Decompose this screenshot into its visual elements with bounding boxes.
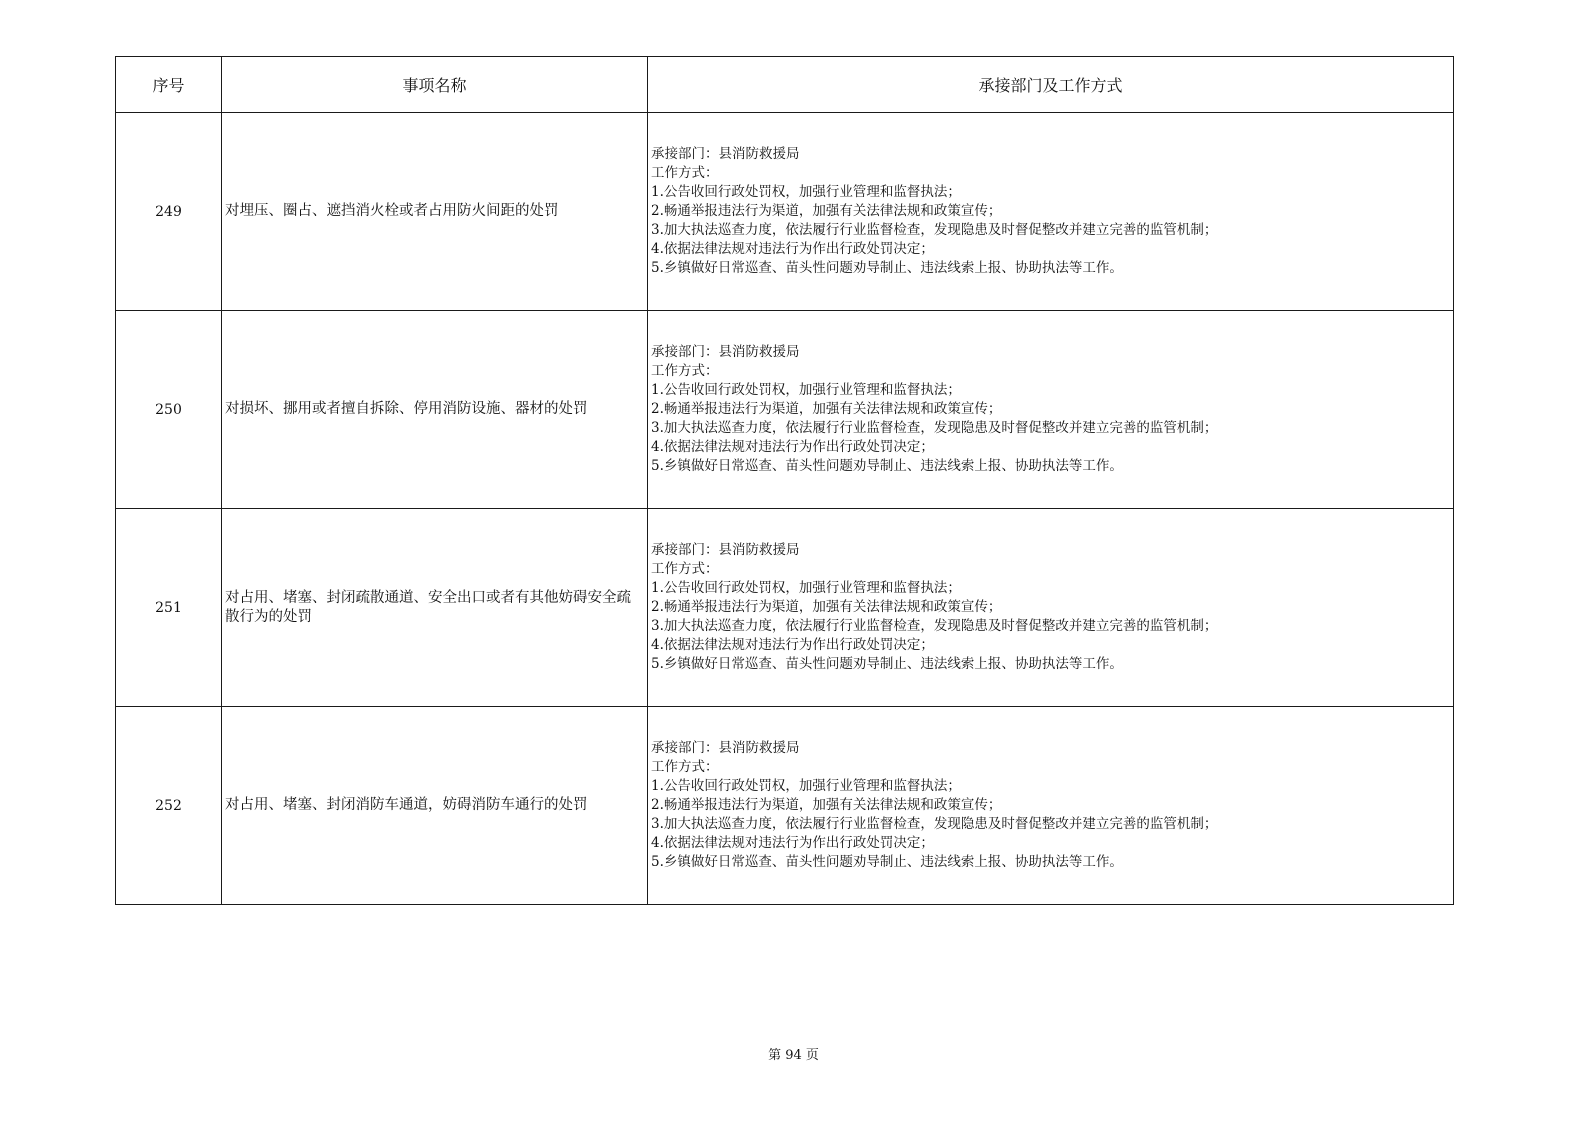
method-line: 工作方式： [651,165,719,181]
row-seq: 251 [116,509,222,707]
step-line: 1.公告收回行政处罚权，加强行业管理和监督执法； [651,382,961,398]
step-line: 3.加大执法巡查力度，依法履行行业监督检查，发现隐患及时督促整改并建立完善的监管机制； [651,222,1218,238]
step-line: 5.乡镇做好日常巡查、苗头性问题劝导制止、违法线索上报、协助执法等工作。 [651,656,1123,672]
row-dept-method [648,311,1454,509]
step-line: 2.畅通举报违法行为渠道，加强有关法律法规和政策宣传； [651,203,1002,219]
step-line: 5.乡镇做好日常巡查、苗头性问题劝导制止、违法线索上报、协助执法等工作。 [651,854,1123,870]
row-seq: 252 [116,707,222,905]
method-line: 工作方式： [651,759,719,775]
row-matter-name: 对占用、堵塞、封闭消防车通道，妨碍消防车通行的处罚 [222,707,648,905]
row-dept-method [648,509,1454,707]
step-line: 4.依据法律法规对违法行为作出行政处罚决定； [651,637,934,653]
table-row [116,113,1454,311]
method-line: 工作方式： [651,363,719,379]
table-header [116,57,1454,113]
table-row [116,509,1454,707]
row-dept-method [648,113,1454,311]
page-number: 第 94 页 [768,1048,819,1063]
row-matter-name: 对损坏、挪用或者擅自拆除、停用消防设施、器材的处罚 [222,311,648,509]
row-matter-name: 对占用、堵塞、封闭疏散通道、安全出口或者有其他妨碍安全疏散行为的处罚 [222,509,648,707]
header-row [116,57,1454,113]
step-line: 5.乡镇做好日常巡查、苗头性问题劝导制止、违法线索上报、协助执法等工作。 [651,260,1123,276]
step-line: 4.依据法律法规对违法行为作出行政处罚决定； [651,439,934,455]
step-line: 1.公告收回行政处罚权，加强行业管理和监督执法； [651,778,961,794]
table-row [116,707,1454,905]
step-line: 4.依据法律法规对违法行为作出行政处罚决定； [651,241,934,257]
row-dept-method [648,707,1454,905]
method-line: 工作方式： [651,561,719,577]
step-line: 1.公告收回行政处罚权，加强行业管理和监督执法； [651,580,961,596]
row-seq: 249 [116,113,222,311]
step-line: 1.公告收回行政处罚权，加强行业管理和监督执法； [651,184,961,200]
dept-line: 承接部门：县消防救援局 [651,740,800,756]
header-dept: 承接部门及工作方式 [648,57,1454,113]
row-seq: 250 [116,311,222,509]
dept-line: 承接部门：县消防救援局 [651,542,800,558]
step-line: 3.加大执法巡查力度，依法履行行业监督检查，发现隐患及时督促整改并建立完善的监管机制； [651,618,1218,634]
dept-line: 承接部门：县消防救援局 [651,146,800,162]
step-line: 4.依据法律法规对违法行为作出行政处罚决定； [651,835,934,851]
header-seq: 序号 [116,57,222,113]
dept-line: 承接部门：县消防救援局 [651,344,800,360]
table-body [116,113,1454,905]
step-line: 3.加大执法巡查力度，依法履行行业监督检查，发现隐患及时督促整改并建立完善的监管机制； [651,816,1218,832]
table-row [116,311,1454,509]
header-name: 事项名称 [222,57,648,113]
step-line: 5.乡镇做好日常巡查、苗头性问题劝导制止、违法线索上报、协助执法等工作。 [651,458,1123,474]
row-matter-name: 对埋压、圈占、遮挡消火栓或者占用防火间距的处罚 [222,113,648,311]
step-line: 2.畅通举报违法行为渠道，加强有关法律法规和政策宣传； [651,401,1002,417]
step-line: 3.加大执法巡查力度，依法履行行业监督检查，发现隐患及时督促整改并建立完善的监管机制； [651,420,1218,436]
step-line: 2.畅通举报违法行为渠道，加强有关法律法规和政策宣传； [651,797,1002,813]
matters-table [115,56,1454,905]
step-line: 2.畅通举报违法行为渠道，加强有关法律法规和政策宣传； [651,599,1002,615]
